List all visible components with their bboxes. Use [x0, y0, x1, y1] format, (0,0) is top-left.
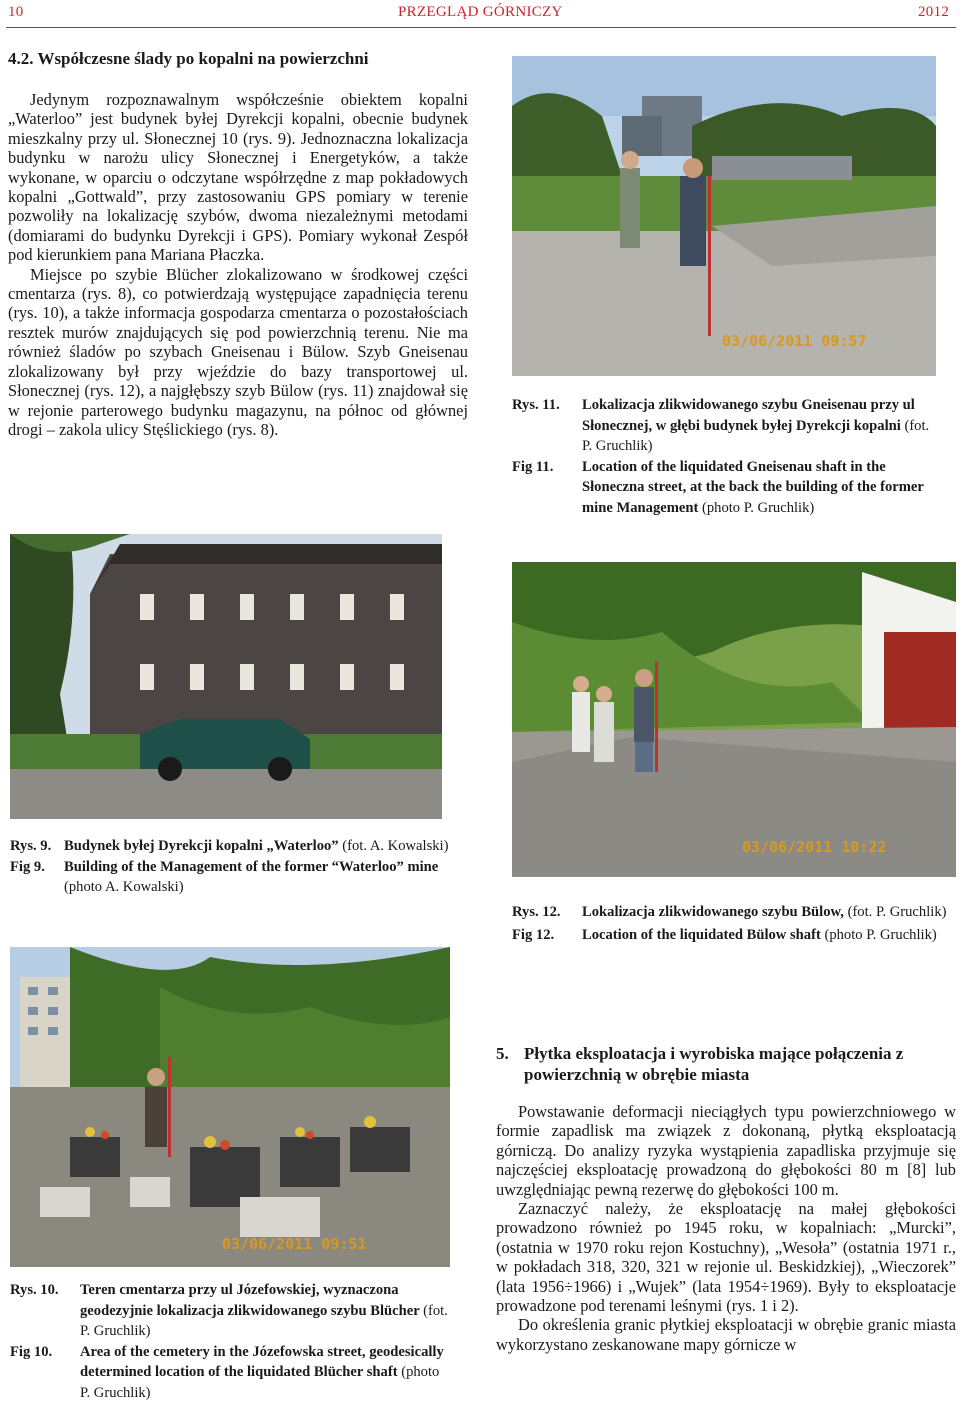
fig10-en-text: Area of the cemetery in the Józefowska street, geodesically determined location of the liquidated Blücher shaft — [80, 1343, 444, 1380]
section-4-2-para-2: Miejsce po szybie Blücher zlokalizowano w środkowej części cmentarza (rys. 8), co potwierdzają występujące zapadnięcia terenu (rys. 10), a także informacja gospodarza cmentarza o pozostałościach resztek murów znajdujących się pod powierzchnią terenu. Nie ma również śladów po szybach Gneisenau i Bülow. Szyb Gneisenau zlokalizowany był przy wjeździe do bazy transportowej ul. Słonecznej (rys. 12), a najgłębszy szyb Bülow (rys. 11) znajdował się w rejonie parterowego budynku magazynu, na północ od głównej drogi – zakola ulicy Stęślickiego (rys. 8). — [8, 264, 468, 439]
fig11-en-credit: (photo P. Gruchlik) — [701, 499, 815, 516]
fig11-pl-text: Lokalizacja zlikwidowanego szybu Gneisenau przy ul Słonecznej, w głębi budynek byłej Dyrekcji kopalni — [582, 397, 915, 434]
fig11-pl-label: Rys. 11. — [512, 397, 560, 413]
section-4-2-body — [8, 90, 468, 439]
caption-fig12 — [512, 902, 948, 945]
caption-fig10-en — [10, 1342, 450, 1404]
fig12-en-credit: (photo P. Gruchlik) — [824, 926, 937, 943]
caption-fig11-pl — [512, 395, 938, 457]
photo-fig9-waterloo-building — [10, 534, 442, 819]
section-5-heading — [496, 1043, 960, 1085]
caption-fig9-pl — [10, 836, 458, 857]
caption-fig10-pl — [10, 1280, 450, 1342]
fig11-en-text: Location of the liquidated Gneisenau shaft in the Słoneczna street, at the back the building of the former mine Management — [582, 458, 924, 516]
fig9-en-label: Fig 9. — [10, 858, 45, 875]
fig11-en-label: Fig 11. — [512, 458, 554, 475]
fig12-pl-credit: (fot. P. Gruchlik) — [847, 904, 947, 920]
section-5-title: Płytka eksploatacja i wyrobiska mające połączenia z powierzchnią w obrębie miasta — [524, 1044, 904, 1084]
section-5-para-1: Powstawanie deformacji nieciągłych typu powierzchniowego w formie zapadlisk ma związek z dokonaną, płytką eksploatacją górniczą. Do analizy ryzyka wystąpienia zapadliska przyjmuje się najczęściej eksploatację prowadzoną do głębokości 80 m [8] lub uwzględniając pewną rezerwę do głębokości 100 m. — [496, 1102, 956, 1199]
photo-fig11-gneisenau-shaft — [512, 56, 936, 376]
fig12-en-text: Location of the liquidated Bülow shaft — [582, 926, 821, 943]
fig9-pl-text: Budynek byłej Dyrekcji kopalni „Waterloo” — [64, 838, 339, 854]
caption-fig11 — [512, 395, 938, 518]
section-5-body — [496, 1102, 956, 1408]
photo-fig10-cemetery — [10, 947, 450, 1267]
fig12-date-stamp: 03/06/2011 10:22 — [742, 838, 887, 856]
header-rule — [6, 27, 956, 28]
section-4-2-title: 4.2. Współczesne ślady po kopalni na powierzchni — [8, 49, 369, 68]
fig10-en-credit: (photo P. Gruchlik) — [80, 1364, 440, 1401]
fig9-en-text: Building of the Management of the former “Waterloo” mine — [64, 858, 439, 875]
section-5-para-2: Zaznaczyć należy, że eksploatację na małej głębokości prowadzono również po 1945 roku, w kopalniach: „Murcki”, (ostatnia w 1970 roku rejon Kostuchny), „Wesoła” (ostatnia 1971 r., w pokładach 318, 320, 321 w rejonie ul. Beskidzkiej), „Wieczorek” (lata 1956÷1966) i „Wujek” (lata 1954÷1969). Były to eksploatacje prowadzone pod terenami leśnymi (rys. 1 i 2). — [496, 1199, 956, 1316]
fig10-pl-label: Rys. 10. — [10, 1282, 59, 1298]
section-5-para-3: Do określenia granic płytkiej eksploatacji w obrębie granic miasta wykorzystano zeskanowane mapy górnicze w — [496, 1315, 956, 1354]
fig10-pl-credit: (fot. P. Gruchlik) — [80, 1302, 448, 1339]
page-number: 10 — [8, 4, 24, 20]
section-5-number: 5. — [496, 1044, 509, 1063]
fig9-pl-label: Rys. 9. — [10, 838, 52, 854]
caption-fig12-en — [512, 925, 948, 946]
caption-fig11-en — [512, 457, 938, 519]
fig12-pl-text: Lokalizacja zlikwidowanego szybu Bülow, — [582, 904, 844, 920]
journal-title: PRZEGLĄD GÓRNICZY — [398, 4, 563, 20]
fig11-date-stamp: 03/06/2011 09:57 — [722, 332, 867, 350]
fig12-pl-label: Rys. 12. — [512, 904, 561, 920]
fig10-date-stamp: 03/06/2011 09:51 — [222, 1235, 367, 1253]
fig10-en-label: Fig 10. — [10, 1343, 53, 1360]
fig9-pl-credit: (fot. A. Kowalski) — [342, 838, 449, 854]
header-year: 2012 — [918, 4, 950, 20]
fig9-en-credit: (photo A. Kowalski) — [64, 879, 184, 895]
caption-fig10 — [10, 1280, 450, 1403]
fig11-pl-credit: (fot. P. Gruchlik) — [582, 417, 930, 454]
section-4-2-para-1: Jedynym rozpoznawalnym współcześnie obiektem kopalni „Waterloo” jest budynek byłej Dyrekcji kopalni, obecnie budynek mieszkalny przy ul. Słonecznej 10 (rys. 9). Jednoznaczna lokalizacja budynku w narożu ulicy Słonecznej i Energetyków, a także wykonane, w oparciu o odczytane współrzędne z map pokładowych kopalni „Gottwald”, przy zastosowaniu GPS pomiary w terenie pozwoliły na lokalizację szybów, dwoma niezależnymi metodami (domiarami do budynku Dyrekcji i GPS). Pomiary wykonał Zespół pod kierunkiem pana Mariana Płaczka. — [8, 90, 468, 265]
photo-fig12-bulow-shaft — [512, 562, 956, 877]
caption-fig9-en — [10, 857, 458, 898]
caption-fig9 — [10, 836, 458, 898]
fig10-pl-text: Teren cmentarza przy ul Józefowskiej, wyznaczona geodezyjnie lokalizacja zlikwidowanego szybu Blücher — [80, 1282, 420, 1319]
caption-fig12-pl — [512, 902, 948, 923]
fig12-en-label: Fig 12. — [512, 926, 555, 943]
